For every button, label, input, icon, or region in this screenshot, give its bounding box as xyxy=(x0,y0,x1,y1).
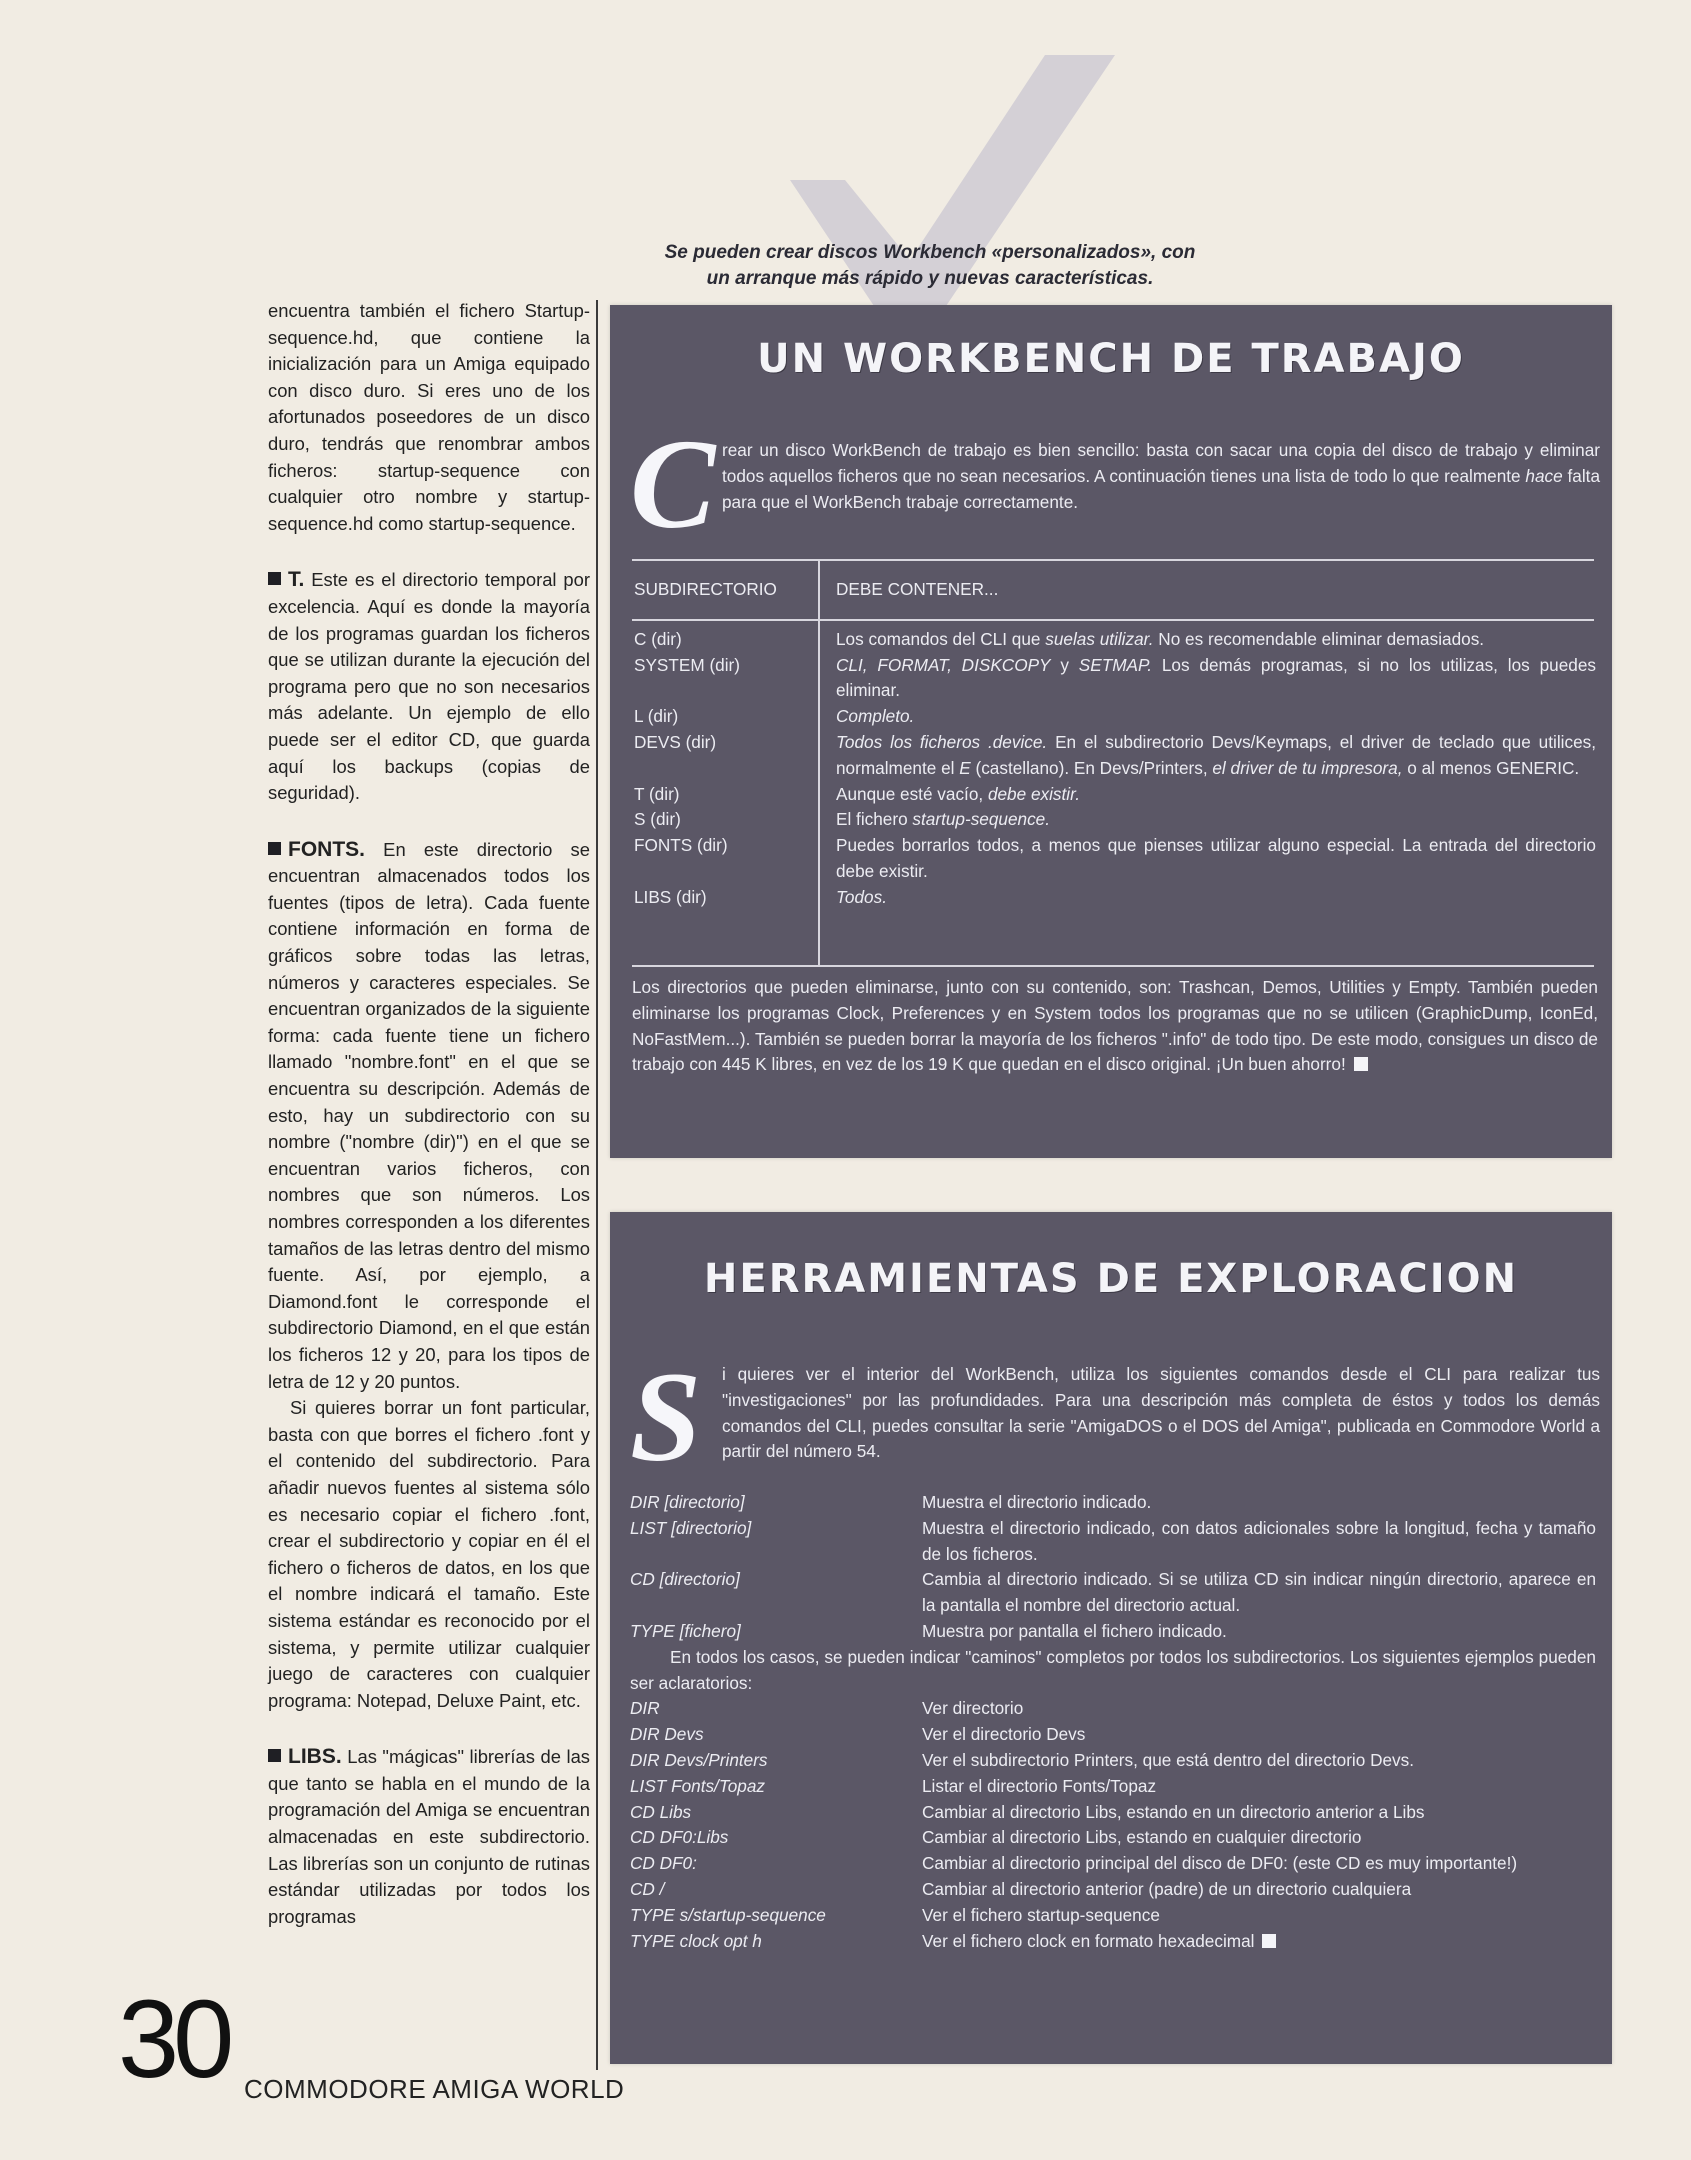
text-italic: CLI, FORMAT, DISKCOPY xyxy=(836,654,1051,675)
section-libs xyxy=(268,1744,590,1930)
row-contents xyxy=(816,807,1596,833)
text: Aunque esté vacío, xyxy=(836,783,988,804)
command-description: Cambiar al directorio Libs, estando en un directorio anterior a Libs xyxy=(922,1801,1425,1822)
command-table xyxy=(630,1490,1596,1954)
table-row xyxy=(630,653,1596,705)
row-dir: SYSTEM (dir) xyxy=(634,654,740,675)
command: DIR xyxy=(630,1698,660,1719)
row-dir: DEVS (dir) xyxy=(634,731,717,752)
closing-text: Los directorios que pueden eliminarse, junto con su contenido, son: Trashcan, Demos, Utilities y Empty. También pueden eliminarse los programas Clock, Preferences y en System todos los programas que no se utilicen (GraphicDump, IconEd, NoFastMem...). También se pueden borrar la mayoría de los ficheros ".info" de todo tipo. De este modo, consigues un disco de trabajo con 445 K libres, en vez de los 19 K que quedan en el disco original. ¡Un buen ahorro! xyxy=(632,977,1598,1075)
command: CD Libs xyxy=(630,1801,692,1822)
row-contents xyxy=(816,782,1596,808)
column-header-subdirectory: SUBDIRECTORIO xyxy=(634,579,777,599)
bullet-square-icon xyxy=(268,842,281,855)
table-row xyxy=(630,807,1596,833)
row-dir: S (dir) xyxy=(634,809,681,830)
table-row xyxy=(630,1825,1596,1851)
table-row xyxy=(630,1722,1596,1748)
row-contents: Puedes borrarlos todos, a menos que pienses utilizar alguno especial. La entrada del directorio debe existir. xyxy=(836,835,1596,881)
bullet-square-icon xyxy=(268,572,281,585)
box-title: UN WORKBENCH DE TRABAJO xyxy=(757,336,1465,382)
table-row xyxy=(630,1800,1596,1826)
text: No es recomendable eliminar demasiados. xyxy=(1153,628,1485,649)
table-top-rule xyxy=(632,559,1594,561)
table-row xyxy=(630,730,1596,782)
command-description: Ver directorio xyxy=(922,1698,1024,1719)
command-description: Muestra el directorio indicado. xyxy=(922,1492,1152,1512)
text: Los comandos del CLI que xyxy=(836,628,1046,649)
text-italic: E xyxy=(959,757,971,778)
command: LIST [directorio] xyxy=(630,1517,752,1538)
paragraph-startup: encuentra también el fichero Startup-sequence.hd, que contiene la inicialización para un Amiga equipado con disco duro. Si eres uno de los afortunados poseedores de un disco duro, tendrás que renombrar ambos ficheros: startup-sequence con cualquier otro nombre y startup-sequence.hd como startup-sequence. xyxy=(268,300,590,534)
command: TYPE s/startup-sequence xyxy=(630,1904,826,1925)
command: LIST Fonts/Topaz xyxy=(630,1775,766,1796)
row-contents: Todos. xyxy=(836,886,887,907)
page-number: 30 xyxy=(118,1978,229,2101)
photo-caption xyxy=(560,240,1300,292)
command: TYPE [fichero] xyxy=(630,1620,741,1641)
section-t-text: Este es el directorio temporal por excelencia. Aquí es donde la mayoría de los programas guardan los ficheros que se utilizan durante la ejecución del programa pero que no son necesarios más adelante. Un ejemplo de ello puede ser el editor CD, que guarda aquí los backups (copias de seguridad). xyxy=(268,569,590,804)
text-italic: suelas utilizar. xyxy=(1045,628,1154,649)
box-intro: i quieres ver el interior del WorkBench, utiliza los siguientes comandos desde el CLI para realizar tus "investigaciones" por las profundidades. Para una descripción más completa de éstos y todos los demás comandos del CLI, puedes consultar la serie "AmigaDOS o el DOS del Amiga", publicada en Commodore World a partir del número 54. xyxy=(722,1364,1600,1462)
table-bottom-rule xyxy=(632,965,1594,967)
drop-cap: C xyxy=(630,413,716,555)
table-row xyxy=(630,1851,1596,1877)
examples-note: En todos los casos, se pueden indicar "caminos" completos por todos los subdirectorios. Los siguientes ejemplos pueden ser aclaratorios: xyxy=(630,1646,1596,1693)
command: CD DF0:Libs xyxy=(630,1827,729,1848)
text: Ver el fichero clock en formato hexadecimal xyxy=(922,1930,1255,1951)
command: DIR Devs xyxy=(630,1724,704,1745)
text-italic: el driver de tu impresora, xyxy=(1212,757,1403,778)
command-description: Ver el subdirectorio Printers, que está dentro del directorio Devs. xyxy=(922,1749,1414,1770)
intro-text-italic: hace xyxy=(1525,465,1563,486)
table-row xyxy=(630,885,1596,911)
row-contents xyxy=(816,627,1596,653)
text: En el subdirectorio Devs/Keymaps, el driver de teclado que utilices, normalmente el xyxy=(836,731,1596,778)
command-description: Ver el fichero startup-sequence xyxy=(922,1904,1160,1925)
row-contents: Completo. xyxy=(836,706,915,727)
command: CD / xyxy=(630,1878,665,1899)
command-description: Cambiar al directorio Libs, estando en cualquier directorio xyxy=(922,1827,1362,1848)
intro-text-b: falta para que el WorkBench trabaje correctamente. xyxy=(722,465,1601,512)
table-row xyxy=(630,1490,1596,1516)
text-italic: startup-sequence. xyxy=(912,809,1051,830)
command-description: Cambia al directorio indicado. Si se utiliza CD sin indicar ningún directorio, aparece en la pantalla el nombre del directorio actual. xyxy=(922,1569,1596,1616)
section-fonts xyxy=(268,837,590,1395)
text: Los demás programas, si no los utilizas, los puedes eliminar. xyxy=(836,654,1596,701)
section-fonts-text: En este directorio se encuentran almacenados todos los fuentes (tipos de letra). Cada fuente contiene información en forma de gráficos sobre todas las letras, números y caracteres especiales. Se encuentran organizados de la siguiente forma: cada fuente tiene un fichero llamado "nombre.font" en el que se encuentra su descripción. Además de esto, hay un subdirectorio con su nombre ("nombre (dir)") en el que se encuentran varios ficheros, con nombres que son números. Los nombres corresponden a los diferentes tamaños de las letras dentro del mismo fuente. Así, por ejemplo, a Diamond.font le corresponde el subdirectorio Diamond, en el que están los ficheros 12 y 20, para los tipos de letra de 12 y 20 puntos. xyxy=(268,838,590,1392)
text: y xyxy=(1050,654,1079,675)
magazine-name: COMMODORE AMIGA WORLD xyxy=(244,2074,625,2104)
command: CD DF0: xyxy=(630,1853,697,1874)
text: El fichero xyxy=(836,809,913,830)
command: DIR [directorio] xyxy=(630,1492,745,1512)
table-header-rule xyxy=(632,619,1594,621)
command: TYPE clock opt h xyxy=(630,1930,762,1951)
subdirectory-table xyxy=(630,565,1596,911)
table-row xyxy=(630,1696,1596,1722)
table-row xyxy=(630,1516,1596,1568)
table-row xyxy=(630,627,1596,653)
text: o al menos GENERIC. xyxy=(1402,757,1580,778)
table-row xyxy=(630,833,1596,885)
table-header-row xyxy=(630,565,1596,613)
left-column xyxy=(268,298,590,1930)
workbench-sidebar-box xyxy=(610,305,1612,1158)
drop-cap: S xyxy=(630,1346,702,1488)
command: DIR Devs/Printers xyxy=(630,1749,768,1770)
exploration-tools-box xyxy=(610,1212,1612,2064)
end-square-icon xyxy=(1262,1934,1276,1948)
table-row xyxy=(630,1748,1596,1774)
command-description: Ver el directorio Devs xyxy=(922,1724,1086,1745)
table-row xyxy=(630,1903,1596,1929)
text-italic: SETMAP. xyxy=(1078,654,1153,675)
column-header-contents: DEBE CONTENER... xyxy=(836,579,999,599)
table-row xyxy=(630,1877,1596,1903)
command-description: Listar el directorio Fonts/Topaz xyxy=(922,1775,1157,1796)
command: CD [directorio] xyxy=(630,1569,740,1590)
text-italic: Todos los ficheros .device. xyxy=(836,731,1048,752)
table-row xyxy=(630,704,1596,730)
bullet-square-icon xyxy=(268,1749,281,1762)
table-row xyxy=(630,1929,1596,1955)
table-row xyxy=(630,1774,1596,1800)
text-italic: debe existir. xyxy=(987,783,1080,804)
section-fonts-label: FONTS. xyxy=(288,837,365,861)
text: (castellano). En Devs/Printers, xyxy=(970,757,1213,778)
row-dir: LIBS (dir) xyxy=(634,886,707,907)
table-row xyxy=(630,1567,1596,1619)
command-description: Muestra por pantalla el fichero indicado. xyxy=(922,1620,1227,1641)
command-description: Cambiar al directorio anterior (padre) de un directorio cualquiera xyxy=(922,1878,1412,1899)
caption-line-1: Se pueden crear discos Workbench «personalizados», con xyxy=(664,242,1196,263)
section-libs-text: Las "mágicas" librerías de las que tanto se habla en el mundo de la programación del Amiga se encuentran almacenadas en este subdirectorio. Las librerías son un conjunto de rutinas estándar utilizadas por todos los programas xyxy=(268,1746,590,1927)
row-contents xyxy=(816,730,1596,782)
command-description: Cambiar al directorio principal del disco de DF0: (este CD es muy importante!) xyxy=(922,1853,1518,1874)
end-square-icon xyxy=(1354,1057,1368,1071)
table-row xyxy=(630,782,1596,808)
column-divider xyxy=(596,300,598,2070)
intro-text-a: rear un disco WorkBench de trabajo es bien sencillo: basta con sacar una copia del disco de trabajo y eliminar todos aquellos ficheros que no sean necesarios. A continuación tienes una lista de todo lo que realmente xyxy=(722,440,1600,486)
table-row xyxy=(630,1645,1596,1697)
command-description xyxy=(922,1929,1596,1955)
row-dir: T (dir) xyxy=(634,783,680,804)
box-title: HERRAMIENTAS DE EXPLORACION xyxy=(703,1256,1519,1302)
command-description: Muestra el directorio indicado, con datos adicionales sobre la longitud, fecha y tamaño de los ficheros. xyxy=(922,1517,1596,1564)
box-intro xyxy=(722,438,1600,515)
box-closing-paragraph xyxy=(632,975,1598,1078)
row-dir: C (dir) xyxy=(634,628,682,649)
caption-line-2: un arranque más rápido y nuevas características. xyxy=(706,268,1154,289)
section-t xyxy=(268,567,590,806)
section-t-label: T. xyxy=(288,568,305,592)
section-fonts-continued: Si quieres borrar un font particular, basta con que borres el fichero .font y el contenido del subdirectorio. Para añadir nuevos fuentes al sistema sólo es necesario copiar el fichero .font, crear el subdirectorio y copiar en él el fichero o ficheros de datos, en los que el nombre indicará el tamaño. Este sistema estándar es reconocido por el sistema, y permite utilizar cualquier juego de caracteres con cualquier programa: Notepad, Deluxe Paint, etc. xyxy=(268,1397,590,1711)
row-dir: L (dir) xyxy=(634,706,679,727)
section-libs-label: LIBS. xyxy=(288,1745,342,1769)
row-dir: FONTS (dir) xyxy=(634,835,728,856)
table-row xyxy=(630,1619,1596,1645)
row-contents xyxy=(816,653,1596,705)
